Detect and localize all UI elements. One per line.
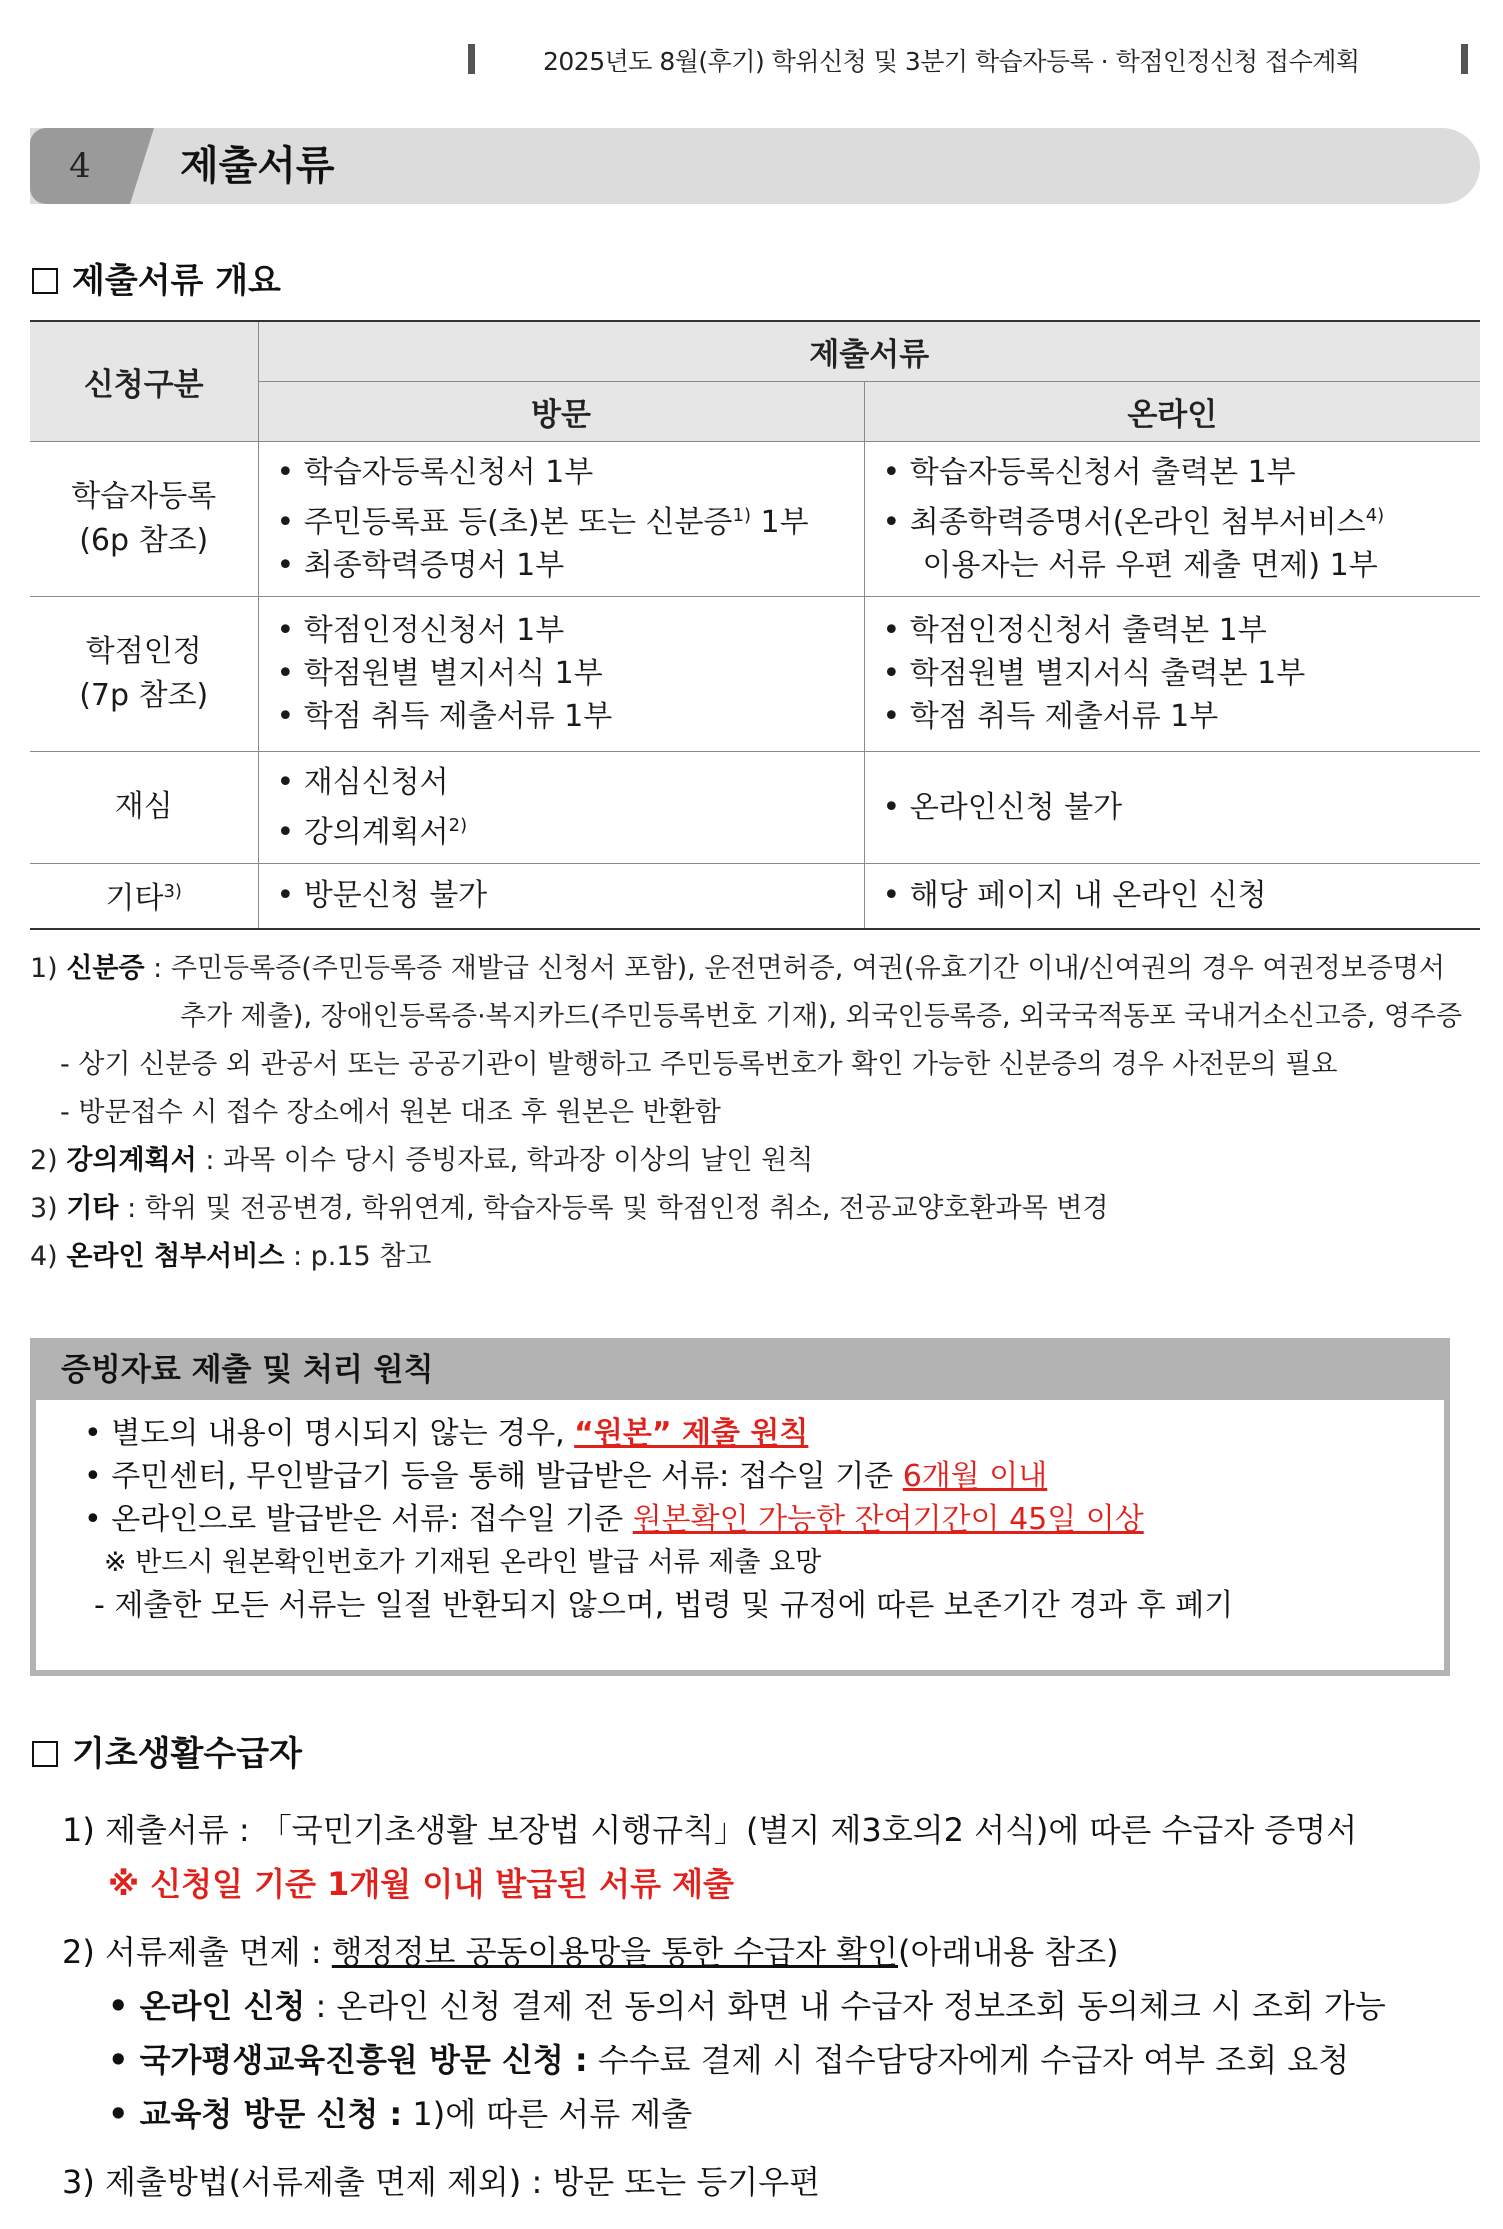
running-header	[468, 40, 1468, 78]
footnote-3: 3) 기타 : 학위 및 전공변경, 학위연계, 학습자등록 및 학점인정 취소, 전공교양호환과목 변경	[30, 1193, 1109, 1224]
list-item: • 학습자등록신청서 1부	[277, 451, 864, 494]
basic-item-3: 3) 제출방법(서류제출 면제 제외) : 방문 또는 등기우편	[62, 2163, 821, 2201]
basic-sub-item: • 국가평생교육진흥원 방문 신청 : 수수료 결제 시 접수담당자에게 수급자 여부 조회 요청	[108, 2041, 1350, 2079]
list-item: • 학점 취득 제출서류 1부	[277, 695, 864, 738]
basic-item-1-warning: ※ 신청일 기준 1개월 이내 발급된 서류 제출	[108, 1865, 734, 1903]
overview-heading	[32, 253, 281, 302]
header-bar-right	[1461, 44, 1468, 74]
overview-heading-text: 제출서류 개요	[72, 261, 281, 301]
list-item: • 온라인신청 불가	[883, 786, 1481, 829]
visit-docs-cell	[258, 863, 864, 929]
list-item: • 재심신청서	[277, 761, 864, 804]
evidence-box-title: 증빙자료 제출 및 처리 원칙	[36, 1344, 1444, 1400]
online-docs-cell	[864, 441, 1480, 596]
online-docs-cell	[864, 863, 1480, 929]
list-item: • 강의계획서$^{2)}$	[277, 804, 864, 854]
section-number: 4	[30, 128, 130, 204]
list-item: • 학점 취득 제출서류 1부	[883, 695, 1481, 738]
basic-item-2: 2) 서류제출 면제 : 행정정보 공동이용망을 통한 수급자 확인(아래내용 참조)	[62, 1933, 1119, 1971]
category-ref: (6p 참조)	[79, 522, 209, 558]
checkbox-square-icon	[32, 268, 58, 294]
footnote-1-continuation: 추가 제출), 장애인등록증·복지카드(주민등록번호 기재), 외국인등록증, 외국국적동포 국내거소신고증, 영주증	[180, 1001, 1463, 1032]
table-row	[30, 441, 1480, 596]
list-item: • 방문신청 불가	[277, 874, 864, 917]
list-item-continuation: 이용자는 서류 우편 제출 면제) 1부	[922, 547, 1378, 583]
header-bar-left	[468, 44, 475, 74]
category-label: 학습자등록	[71, 478, 217, 514]
category-ref: (7p 참조)	[79, 677, 209, 713]
category-cell: 재심	[30, 751, 258, 863]
category-label: 학점인정	[85, 633, 202, 669]
list-item: • 학습자등록신청서 출력본 1부	[883, 451, 1481, 494]
evidence-item: • 온라인으로 발급받은 서류: 접수일 기준 원본확인 가능한 잔여기간이 45일 이상	[84, 1498, 1444, 1541]
basic-sub-item: • 교육청 방문 신청 : 1)에 따른 서류 제출	[108, 2095, 693, 2133]
evidence-item: • 별도의 내용이 명시되지 않는 경우, “원본” 제출 원칙	[84, 1412, 1444, 1455]
checkbox-square-icon	[32, 1741, 58, 1767]
footnote-1-sub: - 상기 신분증 외 관공서 또는 공공기관이 발행하고 주민등록번호가 확인 가능한 신분증의 경우 사전문의 필요	[60, 1049, 1338, 1080]
visit-docs-cell	[258, 751, 864, 863]
footnote-1-sub: - 방문접수 시 접수 장소에서 원본 대조 후 원본은 반환함	[60, 1097, 721, 1128]
evidence-item: • 주민센터, 무인발급기 등을 통해 발급받은 서류: 접수일 기준 6개월 이내	[84, 1455, 1444, 1498]
documents-table	[30, 320, 1480, 930]
col-visit-header: 방문	[258, 381, 864, 441]
section-banner	[30, 128, 1480, 204]
online-docs-cell	[864, 596, 1480, 751]
list-item: • 학점원별 별지서식 출력본 1부	[883, 652, 1481, 695]
list-item: • 해당 페이지 내 온라인 신청	[883, 874, 1481, 917]
evidence-dash-item: - 제출한 모든 서류는 일절 반환되지 않으며, 법령 및 규정에 따른 보존기간 경과 후 폐기	[94, 1588, 1234, 1623]
basic-item-1: 1) 제출서류 : 「국민기초생활 보장법 시행규칙」(별지 제3호의2 서식)에 따른 수급자 증명서	[62, 1811, 1358, 1849]
list-item: • 주민등록표 등(초)본 또는 신분증$^{1)}$ 1부	[277, 494, 864, 544]
col-category-header: 신청구분	[30, 321, 258, 441]
basic-sub-item: • 온라인 신청 : 온라인 신청 결제 전 동의서 화면 내 수급자 정보조회 동의체크 시 조회 가능	[108, 1987, 1386, 2025]
section-title: 제출서류	[180, 143, 335, 189]
list-item: • 학점인정신청서 출력본 1부	[883, 609, 1481, 652]
col-docs-header: 제출서류	[258, 321, 1480, 381]
footnote-1: 1) 신분증 : 주민등록증(주민등록증 재발급 신청서 포함), 운전면허증, 여권(유효기간 이내/신여권의 경우 여권정보증명서	[30, 953, 1445, 984]
header-title: 2025년도 8월(후기) 학위신청 및 3분기 학습자등록 · 학점인정신청 접수계획	[543, 47, 1360, 76]
category-cell	[30, 441, 258, 596]
list-item: • 학점원별 별지서식 1부	[277, 652, 864, 695]
table-row	[30, 596, 1480, 751]
footnote-2: 2) 강의계획서 : 과목 이수 당시 증빙자료, 학과장 이상의 날인 원칙	[30, 1145, 814, 1176]
footnotes	[30, 945, 1490, 1281]
col-online-header: 온라인	[864, 381, 1480, 441]
footnote-4: 4) 온라인 첨부서비스 : p.15 참고	[30, 1241, 432, 1272]
basic-heading	[32, 1726, 302, 1775]
table-row	[30, 863, 1480, 929]
list-item: • 최종학력증명서(온라인 첨부서비스$^{4)}$	[883, 494, 1481, 544]
basic-list	[62, 1803, 1482, 2209]
evidence-note: ※ 반드시 원본확인번호가 기재된 온라인 발급 서류 제출 요망	[104, 1547, 822, 1578]
basic-heading-text: 기초생활수급자	[72, 1734, 302, 1774]
online-docs-cell	[864, 751, 1480, 863]
category-cell	[30, 596, 258, 751]
evidence-principles-box	[30, 1338, 1450, 1676]
visit-docs-cell	[258, 596, 864, 751]
list-item: • 최종학력증명서 1부	[277, 544, 864, 587]
category-cell: 기타$^{3)}$	[30, 863, 258, 929]
list-item: • 학점인정신청서 1부	[277, 609, 864, 652]
table-row	[30, 751, 1480, 863]
visit-docs-cell	[258, 441, 864, 596]
